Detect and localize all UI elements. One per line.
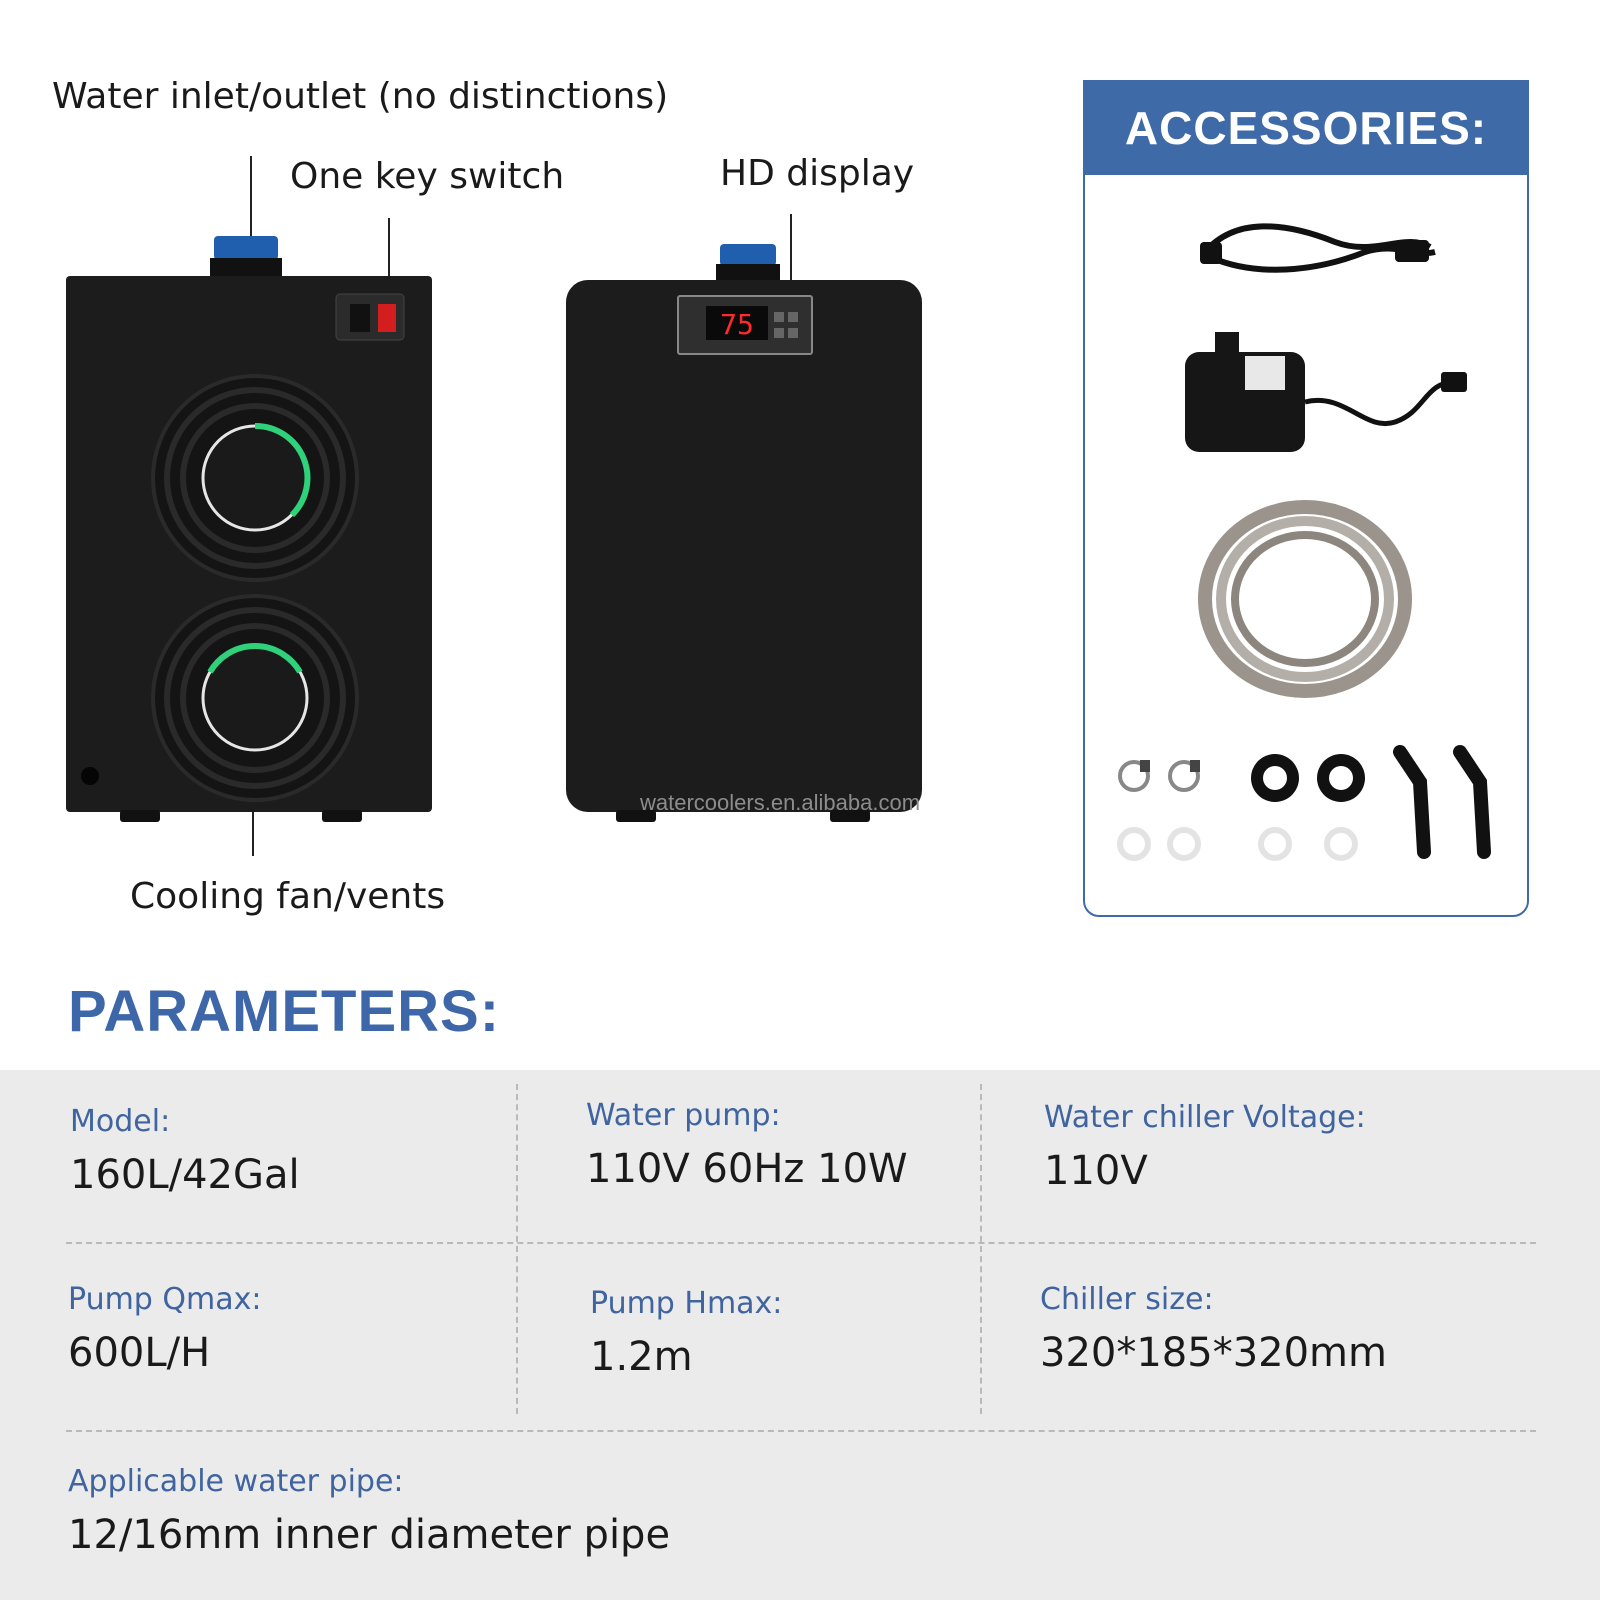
param-qmax-value: 600L/H [68,1330,211,1376]
water-inlet-icon [214,236,278,260]
parameters-table [0,1070,1600,1600]
temperature-readout: 75 [720,308,754,341]
param-voltage-label: Water chiller Voltage: [1044,1100,1366,1135]
fan-top-icon [153,376,357,580]
water-outlet-icon [720,244,776,266]
param-size-label: Chiller size: [1040,1282,1214,1317]
callout-fan: Cooling fan/vents [130,876,446,917]
callout-switch: One key switch [290,156,565,197]
param-qmax-label: Pump Qmax: [68,1282,262,1317]
param-water-pump-value: 110V 60Hz 10W [586,1146,908,1192]
row-divider [66,1242,1536,1244]
param-voltage-value: 110V [1044,1148,1148,1194]
power-cord-icon [1195,212,1445,282]
param-hmax-value: 1.2m [590,1334,693,1380]
hd-display-icon [678,296,812,354]
param-water-pump-label: Water pump: [586,1098,781,1133]
parameters-title: PARAMETERS: [68,979,501,1044]
param-pipe-label: Applicable water pipe: [68,1464,404,1499]
chiller-back-view [60,230,440,830]
accessories-panel [1083,80,1529,917]
column-divider [980,1084,982,1414]
rubber-rings-icon [1245,752,1375,872]
fan-bottom-icon [153,596,357,800]
param-model-label: Model: [70,1104,171,1139]
row-divider [66,1430,1536,1432]
callout-water-inlet: Water inlet/outlet (no distinctions) [52,76,669,117]
water-pump-icon [1175,322,1475,462]
param-pipe-value: 12/16mm inner diameter pipe [68,1512,671,1558]
elbow-connectors-icon [1390,742,1520,872]
param-model-value: 160L/42Gal [70,1152,300,1198]
callout-display: HD display [720,153,915,194]
param-hmax-label: Pump Hmax: [590,1286,783,1321]
param-size-value: 320*185*320mm [1040,1330,1387,1376]
watermark: watercoolers.en.alibaba.com [640,790,921,815]
chiller-front-view [560,240,940,830]
tube-coil-icon [1195,497,1415,702]
accessories-title: ACCESSORIES: [1085,82,1527,175]
hose-clamps-icon [1110,752,1220,872]
column-divider [516,1084,518,1414]
